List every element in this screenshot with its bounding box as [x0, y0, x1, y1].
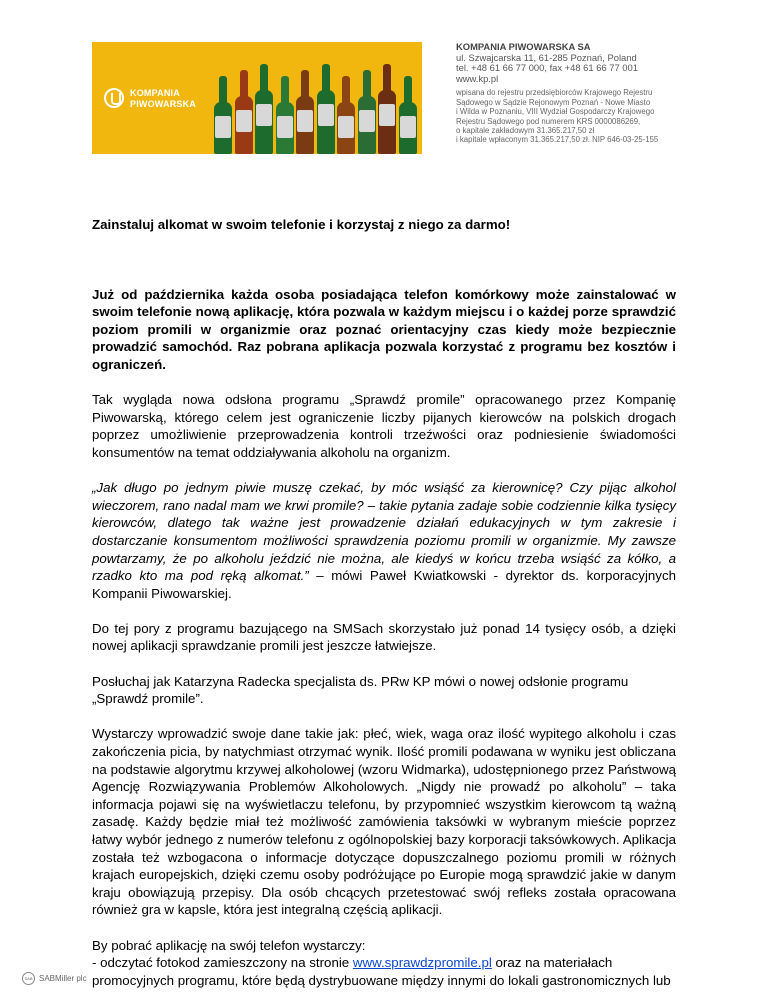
- body-paragraph-1: Tak wygląda nowa odsłona programu „Sprawdź promile” opracowanego przez Kompanię Piwowarską, którego celem jest ograniczenie liczby pijanych kierowców na polskich drogach poprzez umożliwienie przeprowadzenia kontroli trzeźwości oraz podniesienie świadomości konsumentów na temat oddziaływania alkoholu na organizm.: [92, 392, 676, 460]
- registry-line: Sądowego w Sądzie Rejonowym Poznań - Nowe Miasto: [456, 97, 651, 107]
- beer-bottle: [255, 90, 273, 154]
- beer-bottle: [378, 90, 396, 154]
- document-body: [92, 216, 676, 1007]
- company-phone: tel. +48 61 66 77 000, fax +48 61 66 77 001: [456, 62, 638, 74]
- beer-bottle: [317, 90, 335, 154]
- body-paragraph-2: Do tej pory z programu bazującego na SMSach skorzystało już ponad 14 tysięcy osób, a dzięki nowej aplikacji sprawdzanie promili jest jeszcze łatwiejsze.: [92, 620, 676, 654]
- company-address: ul. Szwajcarska 11, 61-285 Poznań, Poland: [456, 51, 637, 63]
- beer-bottle: [399, 102, 417, 154]
- registry-line: i kapitale wpłaconym 31.365.217,50 zł. NIP 646-03-25-155: [456, 135, 659, 145]
- beer-bottles-image: [210, 50, 422, 154]
- beer-bottle: [296, 96, 314, 154]
- logo-line-2: PIWOWARSKA: [130, 99, 196, 109]
- footer-company-name: SABMiller plc: [39, 974, 87, 983]
- logo-line-1: KOMPANIA: [130, 88, 180, 98]
- quote-attribution: – mówi Paweł Kwiatkowski - dyrektor ds. korporacyjnych Kompanii Piwowarskiej.: [92, 568, 676, 601]
- instructions-text-2: oraz na materiałach promocyjnych programu, które będą dystrybuowane między innymi do lokali gastronomicznych lub: [92, 955, 671, 988]
- beer-bottle: [214, 102, 232, 154]
- registry-line: wpisana do rejestru przedsiębiorców Krajowego Rejestru: [456, 88, 653, 98]
- registry-line: o kapitale zakładowym 31.365.217,50 zł: [456, 126, 595, 135]
- bottle-label: [256, 104, 272, 126]
- bottle-label: [379, 104, 395, 126]
- lead-paragraph: Już od października każda osoba posiadająca telefon komórkowy może zainstalować w swoim telefonie nową aplikację, która pozwala w każdym miejscu i o każdej porze sprawdzić poziom promili w organizmie oraz poznać orientacyjny czas kiedy może bezpiecznie prowadzić samochód. Raz pobrana aplikacja pozwala korzystać z programu bez kosztów i ograniczeń.: [92, 286, 676, 372]
- registry-line: i Wilda w Poznaniu, VIII Wydział Gospodarczy Krajowego: [456, 107, 655, 117]
- quote-paragraph: [92, 479, 676, 602]
- beer-bottle: [276, 102, 294, 154]
- company-website: www.kp.pl: [456, 72, 499, 84]
- sprawdzpromile-link[interactable]: www.sprawdzpromile.pl: [352, 955, 492, 971]
- body-paragraph-5: [92, 937, 676, 990]
- quote-text: „Jak długo po jednym piwie muszę czekać, by móc wsiąść za kierownicę? Czy pijąc alkohol wieczorem, rano nadal mam we krwi promile? – takie pytania zadaje sobie codziennie kilka tysięcy kierowców, dlatego tak ważne jest prowadzenie działań edukacyjnych w tym zakresie i dostarczanie konsumentom możliwości sprawdzenia poziomu promili w organizmie. My zawsze powtarzamy, że po alkoholu jeździć nie można, ale kiedyś w końcu trzeba wsiąść za kółko, a rzadko kto ma pod ręką alkomat.”: [92, 480, 676, 584]
- bottle-label: [277, 116, 293, 138]
- bottle-label: [338, 116, 354, 138]
- bottle-label: [400, 116, 416, 138]
- instructions-intro: By pobrać aplikację na swój telefon wystarczy:: [92, 937, 366, 953]
- body-paragraph-4: Wystarczy wprowadzić swoje dane takie jak: płeć, wiek, waga oraz ilość wypitego alkoholu i czas zakończenia picia, by natychmiast otrzymać wynik. Ilość promili podawana w wyniku jest obliczana na podstawie algorytmu krzywej alkoholowej (wzoru Widmarka), udostępnionego przez Państwową Agencję Rozwiązywania Problemów Alkoholowych. „Nigdy nie prowadź po alkoholu” – taka informacja pojawi się na wyświetlaczu telefonu, by przypomnieć wszystkim kierowcom tą ważną zasadę. Każdy będzie miał też możliwość zamówienia taksówki w wybranym mieście poprzez łatwy wybór jednego z numerów telefonu z ogólnopolskiej bazy korporacji taksówkowych. Aplikacja została też wzbogacona o informacje dotyczące dopuszczalnego poziomu promili w różnych krajach europejskich, dzięki czemu osoby podróżujące po Europie mogą sprawdzić jakie w danym kraju obowiązują przepisy. Dla osób chcących przetestować swój refleks została opracowana również gra w kapsle, która jest integralną częścią aplikacji.: [92, 726, 676, 918]
- company-info: [456, 42, 658, 145]
- bottle-label: [236, 110, 252, 132]
- body-paragraph-3: Posłuchaj jak Katarzyna Radecka specjalista ds. PRw KP mówi o nowej odsłonie programu „Sprawdź promile”.: [92, 673, 629, 707]
- letterhead: [92, 42, 687, 154]
- bottle-label: [359, 110, 375, 132]
- instructions-text-1: - odczytać fotokod zamieszczony na stronie: [92, 955, 353, 971]
- sabmiller-logo-icon: SAB: [22, 972, 35, 985]
- logo-emblem-icon: [104, 88, 124, 108]
- beer-bottle: [358, 96, 376, 154]
- registry-info: [456, 88, 658, 144]
- company-logo: [104, 84, 214, 114]
- bottle-label: [297, 110, 313, 132]
- bottle-label: [215, 116, 231, 138]
- bottle-label: [318, 104, 334, 126]
- beer-bottle: [337, 102, 355, 154]
- document-title: Zainstaluj alkomat w swoim telefonie i korzystaj z niego za darmo!: [92, 217, 511, 232]
- registry-line: Rejestru Sądowego pod numerem KRS 0000086269,: [456, 116, 641, 126]
- beer-bottle: [235, 96, 253, 154]
- company-name: KOMPANIA PIWOWARSKA SA: [456, 41, 591, 52]
- brand-banner: [92, 42, 422, 154]
